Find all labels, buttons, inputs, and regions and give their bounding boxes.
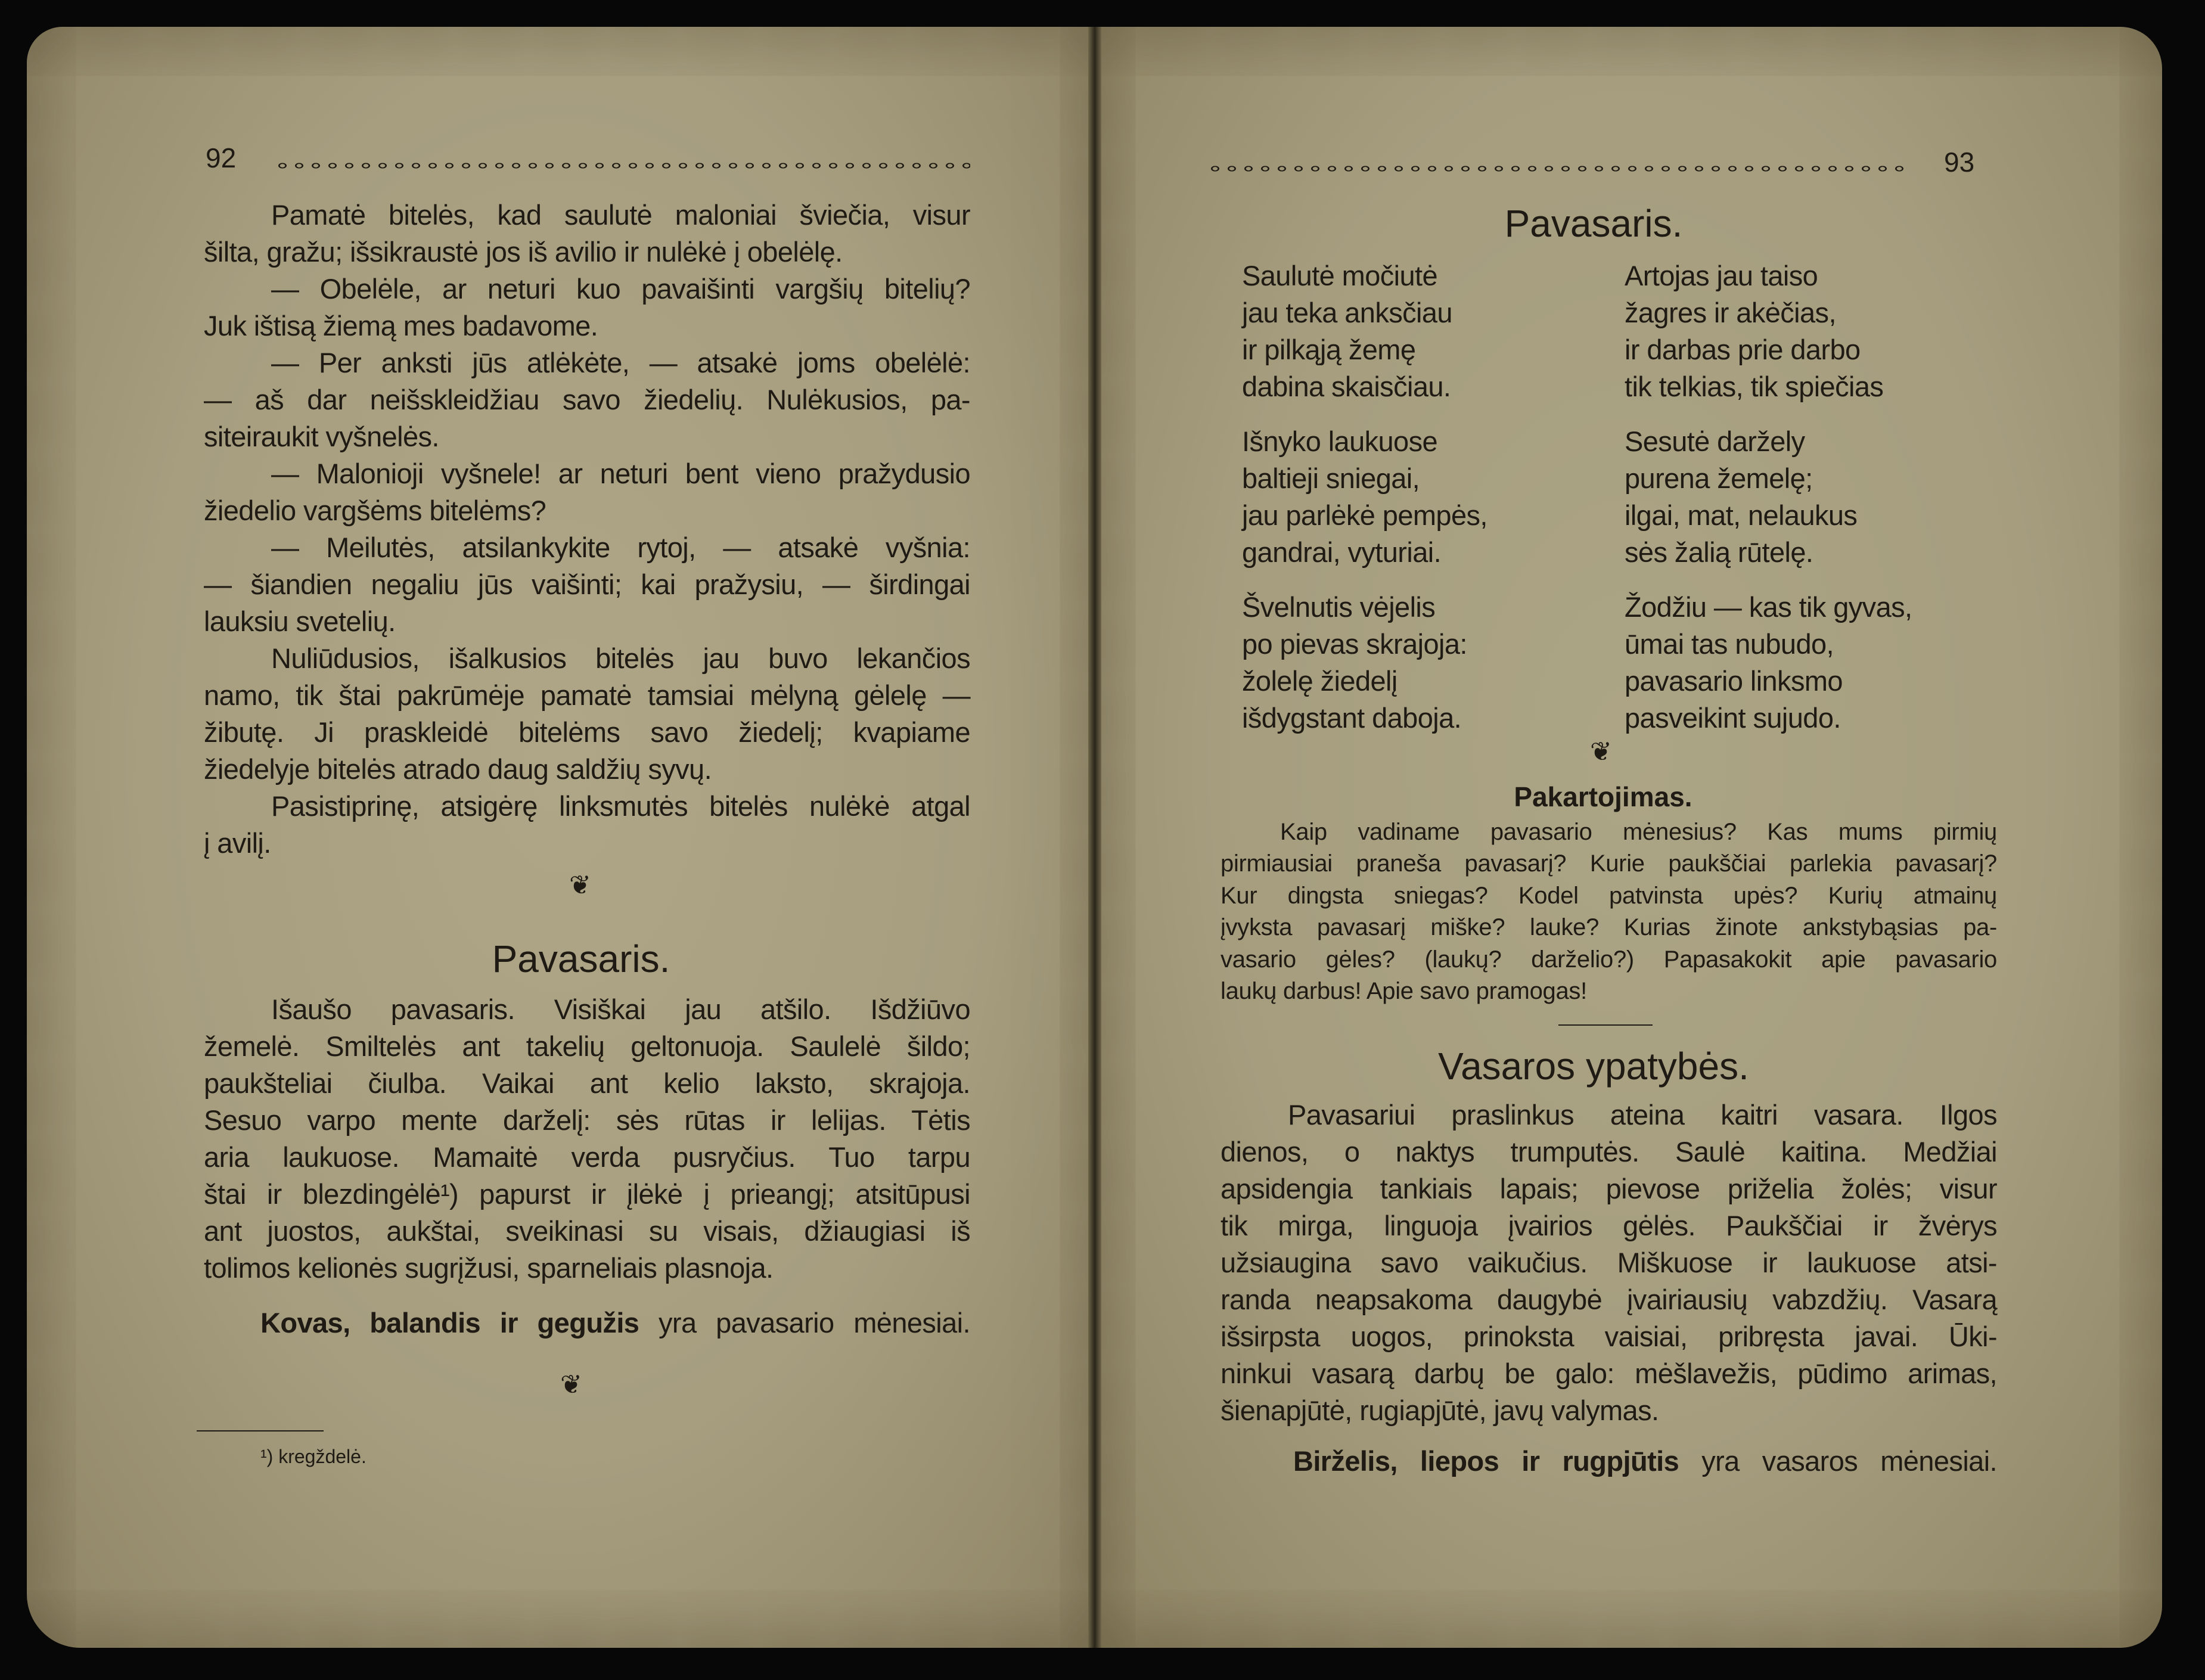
closing-line-summer — [1220, 1443, 1997, 1480]
text-line: po pievas skrajoja: — [1242, 628, 1467, 660]
text-line: paukšteliai čiulba. Vaikai ant kelio laksto, skrajoja. — [204, 1067, 970, 1099]
text-line: pirmiausiai praneša pavasarį? Kurie paukščiai parlekia pavasarį? — [1220, 850, 1997, 877]
text-line: lauksiu svetelių. — [204, 605, 396, 637]
text-line: įvyksta pavasarį miške? lauke? Kurias žinote ankstybąsias pa- — [1220, 914, 1997, 941]
text-line: Pasistiprinę, atsigėrę linksmutės bitelės nulėkė atgal — [271, 790, 970, 822]
text-line: pasveikint sujudo. — [1625, 702, 1841, 734]
closing-rest: yra pavasario mėnesiai. — [639, 1307, 970, 1339]
story-text — [204, 197, 970, 862]
paragraph — [204, 529, 970, 640]
text-line: baltieji sniegai, — [1242, 462, 1420, 494]
text-line: žibutę. Ji praskleidė bitelėms savo žiedelį; kvapiame — [204, 716, 970, 748]
text-line: Kur dingsta sniegas? Kodel patvinsta upės? Kurių atmainų — [1220, 882, 1997, 909]
paragraph — [204, 640, 970, 788]
closing-rest: yra vasaros mėnesiai. — [1679, 1445, 1998, 1477]
text-line: Sesuo varpo mente darželį: sės rūtas ir lelijas. Tėtis — [204, 1104, 970, 1136]
text-line: Pamatė bitelės, kad saulutė maloniai šviečia, visur — [271, 199, 970, 231]
text-line: Nuliūdusios, išalkusios bitelės jau buvo lekančios — [271, 642, 970, 674]
text-line: — aš dar neišskleidžiau savo žiedelių. Nulėkusios, pa- — [204, 384, 970, 415]
page-number-left: 92 — [206, 142, 237, 173]
text-line: — Obelėle, ar neturi kuo pavaišinti vargšių bitelių? — [271, 273, 970, 305]
text-line: Pavasariui praslinkus ateina kaitri vasara. Ilgos — [1288, 1099, 1997, 1131]
text-line: dabina skaisčiau. — [1242, 371, 1451, 402]
paragraph — [204, 344, 970, 455]
paragraph — [204, 197, 970, 271]
leaf-ornament-icon: ❦ — [560, 1370, 582, 1399]
text-line: pavasario linksmo — [1625, 665, 1843, 697]
text-line: sės žalią rūtelę. — [1625, 536, 1813, 568]
paragraph — [204, 788, 970, 862]
text-line: tik telkias, tik spiečias — [1625, 371, 1884, 402]
text-line: išsirpsta uogos, prinoksta vaisiai, pribręsta javai. Ūki- — [1220, 1321, 1997, 1352]
text-line: žagres ir akėčias, — [1625, 297, 1836, 328]
stanza — [1625, 257, 2006, 405]
footnote: ¹) kregždelė. — [260, 1446, 367, 1467]
text-line: jau parlėkė pempės, — [1242, 499, 1487, 531]
text-line: žiedelyje bitelės atrado daug saldžių syvų. — [204, 753, 712, 785]
book-gutter — [1088, 27, 1101, 1648]
text-line: žemelė. Smiltelės ant takelių geltonuoja. Saulelė šildo; — [204, 1030, 970, 1062]
text-line: namo, tik štai pakrūmėje pamatė tamsiai mėlyną gėlelę — — [204, 679, 970, 711]
review-title: Pakartojimas. — [1514, 781, 1692, 812]
paragraph — [1220, 1097, 1997, 1429]
text-line: Švelnutis vėjelis — [1242, 591, 1436, 623]
text-line: — šiandien negaliu jūs vaišinti; kai pražysiu, — širdingai — [204, 569, 970, 600]
text-line: — Per anksti jūs atlėkėte, — atsakė joms obelėlė: — [271, 347, 970, 378]
review-questions — [1220, 816, 1997, 1007]
text-line: žolelę žiedelį — [1242, 665, 1397, 697]
leaf-ornament-icon: ❦ — [569, 871, 591, 900]
text-line: Žodžiu — kas tik gyvas, — [1625, 591, 1912, 623]
text-line: — Meilutės, atsilankykite rytoj, — atsakė vyšnia: — [271, 532, 970, 563]
text-line: į avilį. — [204, 827, 271, 859]
text-line: purena žemelę; — [1625, 462, 1813, 494]
stanza — [1242, 589, 1600, 737]
header-ornament — [1207, 164, 1910, 173]
text-line: Juk ištisą žiemą mes badavome. — [204, 310, 598, 341]
page-number-right: 93 — [1944, 147, 1975, 178]
poem-column-left — [1242, 257, 1600, 754]
section-heading-spring: Pavasaris. — [492, 937, 670, 980]
closing-bold: Birželis, liepos ir rugpjūtis — [1293, 1445, 1679, 1477]
text-line: žiedelio vargšėms bitelėms? — [204, 495, 546, 526]
text-line: Kaip vadiname pavasario mėnesius? Kas mums pirmių — [1280, 819, 1997, 845]
summer-article — [1220, 1097, 1997, 1429]
text-line: ninkui vasarą darbų be galo: mėšlavežis, pūdimo arimas, — [1220, 1358, 1997, 1389]
text-line: štai ir blezdingėlė¹) papurst ir įlėkė į prieangį; atsitūpusi — [204, 1178, 970, 1210]
text-line: Sesutė daržely — [1625, 426, 1805, 457]
text-line: jau teka anksčiau — [1242, 297, 1452, 328]
poem-title: Pavasaris. — [1504, 202, 1683, 245]
text-line: siteiraukit vyšnelės. — [204, 421, 439, 452]
text-line: tik mirga, linguoja įvairios gėlės. Paukščiai ir žvėrys — [1220, 1210, 1997, 1241]
text-line: dienos, o naktys trumputės. Saulė kaitina. Medžiai — [1220, 1136, 1997, 1167]
text-line: Artojas jau taiso — [1625, 260, 1818, 291]
text-line: šienapjūtė, rugiapjūtė, javų valymas. — [1220, 1395, 1659, 1426]
text-line: vasario gėles? (laukų? darželio?) Papasakokit apie pavasario — [1220, 946, 1997, 973]
text-line: šilta, gražu; išsikraustė jos iš avilio ir nulėkė į obelėlę. — [204, 236, 843, 268]
footnote-rule — [197, 1430, 324, 1431]
text-line: ant juostos, aukštai, sveikinasi su visais, džiaugiasi iš — [204, 1215, 970, 1247]
section-heading-summer: Vasaros ypatybės. — [1438, 1045, 1749, 1088]
stanza — [1625, 423, 2006, 571]
text-line: išdygstant daboja. — [1242, 702, 1462, 734]
paragraph — [1220, 816, 1997, 1007]
text-line: tolimos kelionės sugrįžusi, sparneliais plasnoja. — [204, 1252, 774, 1284]
header-ornament — [274, 162, 970, 170]
text-line: Išaušo pavasaris. Visiškai jau atšilo. Išdžiūvo — [271, 993, 970, 1025]
stanza — [1625, 589, 2006, 737]
text-line: užsiaugina savo vaikučius. Miškuose ir laukuose atsi- — [1220, 1247, 1997, 1278]
stanza — [1242, 423, 1600, 571]
paragraph — [204, 455, 970, 529]
text-line: gandrai, vyturiai. — [1242, 536, 1442, 568]
text-line: apsidengia tankiais lapais; pievose priželia žolės; visur — [1220, 1173, 1997, 1204]
text-line: ir pilkąją žemę — [1242, 334, 1416, 365]
closing-line-spring — [204, 1305, 970, 1341]
text-line: Išnyko laukuose — [1242, 426, 1438, 457]
paragraph — [204, 991, 970, 1287]
section-divider — [1558, 1024, 1653, 1026]
text-line: ir darbas prie darbo — [1625, 334, 1861, 365]
text-line: Saulutė močiutė — [1242, 260, 1438, 291]
leaf-ornament-icon: ❦ — [1590, 737, 1612, 766]
paragraph — [204, 271, 970, 344]
text-line: ūmai tas nubudo, — [1625, 628, 1834, 660]
spring-article — [204, 991, 970, 1287]
text-line: aria laukuose. Mamaitė verda pusryčius. Tuo tarpu — [204, 1141, 970, 1173]
stanza — [1242, 257, 1600, 405]
text-line: ilgai, mat, nelaukus — [1625, 499, 1858, 531]
text-line: — Malonioji vyšnele! ar neturi bent vieno pražydusio — [271, 458, 970, 489]
closing-bold: Kovas, balandis ir gegužis — [260, 1307, 639, 1339]
text-line: laukų darbus! Apie savo pramogas! — [1220, 978, 1587, 1005]
text-line: randa neapsakoma daugybė įvairiausių vabzdžių. Vasarą — [1220, 1284, 1997, 1315]
poem-column-right — [1625, 257, 2006, 754]
